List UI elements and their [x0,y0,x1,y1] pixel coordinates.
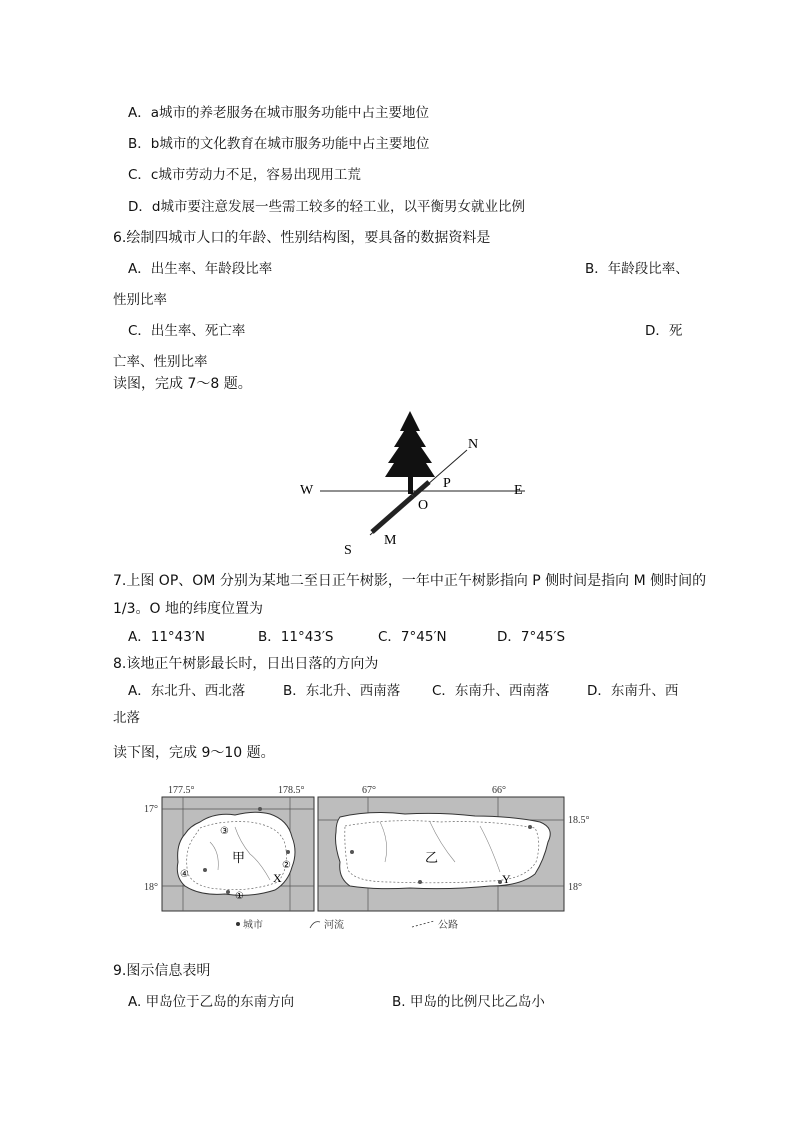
island-yi-label: 乙 [425,851,439,866]
q8-option-a: A．东北升、西北落 [128,683,246,699]
point-x: X [273,871,282,885]
island-jia-label: 甲 [232,851,246,866]
q8-option-d-cont: 北落 [113,710,140,726]
q5-option-c: C．c城市劳动力不足，容易出现用工荒 [128,167,361,183]
q7-option-d: D．7°45′S [497,629,566,645]
q5-option-a: A．a城市的养老服务在城市服务功能中占主要地位 [128,105,430,121]
shadow-om [372,496,413,532]
label-s: S [344,543,352,558]
q9-option-b: B. 甲岛的比例尺比乙岛小 [392,994,545,1010]
circled-4: ④ [180,869,189,880]
point-y: Y [502,872,511,886]
label-o: O [418,498,429,513]
q5-option-b: B．b城市的文化教育在城市服务功能中占主要地位 [128,136,430,152]
tick-18-left: 18° [144,882,158,893]
q9-option-a: A. 甲岛位于乙岛的东南方向 [128,994,295,1010]
label-m: M [384,533,397,548]
tree-shadow-diagram [290,405,540,565]
city-icon [236,922,240,926]
q6-option-b: B．年龄段比率、 [585,261,689,277]
circled-2: ② [282,860,291,871]
q9-stem: 9.图示信息表明 [113,963,211,979]
q8-option-b: B．东北升、西南落 [283,683,401,699]
label-p: P [443,476,451,491]
q6-stem: 6.绘制四城市人口的年龄、性别结构图，要具备的数据资料是 [113,230,491,246]
tick-177-5: 177.5° [168,785,195,796]
tick-18-5: 18.5° [568,815,590,826]
q8-option-c: C．东南升、西南落 [432,683,550,699]
map-legend [236,918,458,931]
river-icon [310,922,320,928]
q6-option-d: D．死 [645,323,683,339]
circled-3: ③ [220,826,229,837]
q6-option-a: A．出生率、年龄段比率 [128,261,273,277]
q5-option-d: D．d城市要注意发展一些需工较多的轻工业，以平衡男女就业比例 [128,199,525,215]
tick-67: 67° [362,785,376,796]
q6-option-c: C．出生率、死亡率 [128,323,246,339]
q7-option-a: A．11°43′N [128,629,206,645]
island-yi-shape [336,813,551,889]
q8-stem: 8.该地正午树影最长时，日出日落的方向为 [113,656,379,672]
tick-17: 17° [144,804,158,815]
circled-1: ① [235,891,244,902]
q6-option-b-cont: 性别比率 [113,292,167,308]
label-n: N [468,437,479,452]
q8-option-d: D．东南升、西 [587,683,679,699]
label-e: E [514,483,523,498]
legend-river: 河流 [324,920,344,931]
map-jia [144,785,314,911]
q7-option-c: C．7°45′N [378,629,447,645]
legend-city: 城市 [243,920,263,931]
intro-7-8: 读图，完成 7～8 题。 [113,376,252,392]
island-maps [140,782,600,938]
q7-stem-cont: 1/3。O 地的纬度位置为 [113,601,264,617]
q7-option-b: B．11°43′S [258,629,334,645]
intro-9-10: 读下图，完成 9～10 题。 [113,745,275,761]
label-w: W [300,483,314,498]
shadow-op [413,482,429,496]
q6-option-d-cont: 亡率、性别比率 [113,354,208,370]
legend-road: 公路 [438,920,458,931]
map-yi [318,785,590,911]
road-icon [412,921,434,927]
tick-178-5: 178.5° [278,785,305,796]
q7-stem: 7.上图 OP、OM 分别为某地二至日正午树影，一年中正午树影指向 P 侧时间是指向 M 侧时间的 [113,573,707,589]
tick-66: 66° [492,785,506,796]
tick-18-right: 18° [568,882,582,893]
